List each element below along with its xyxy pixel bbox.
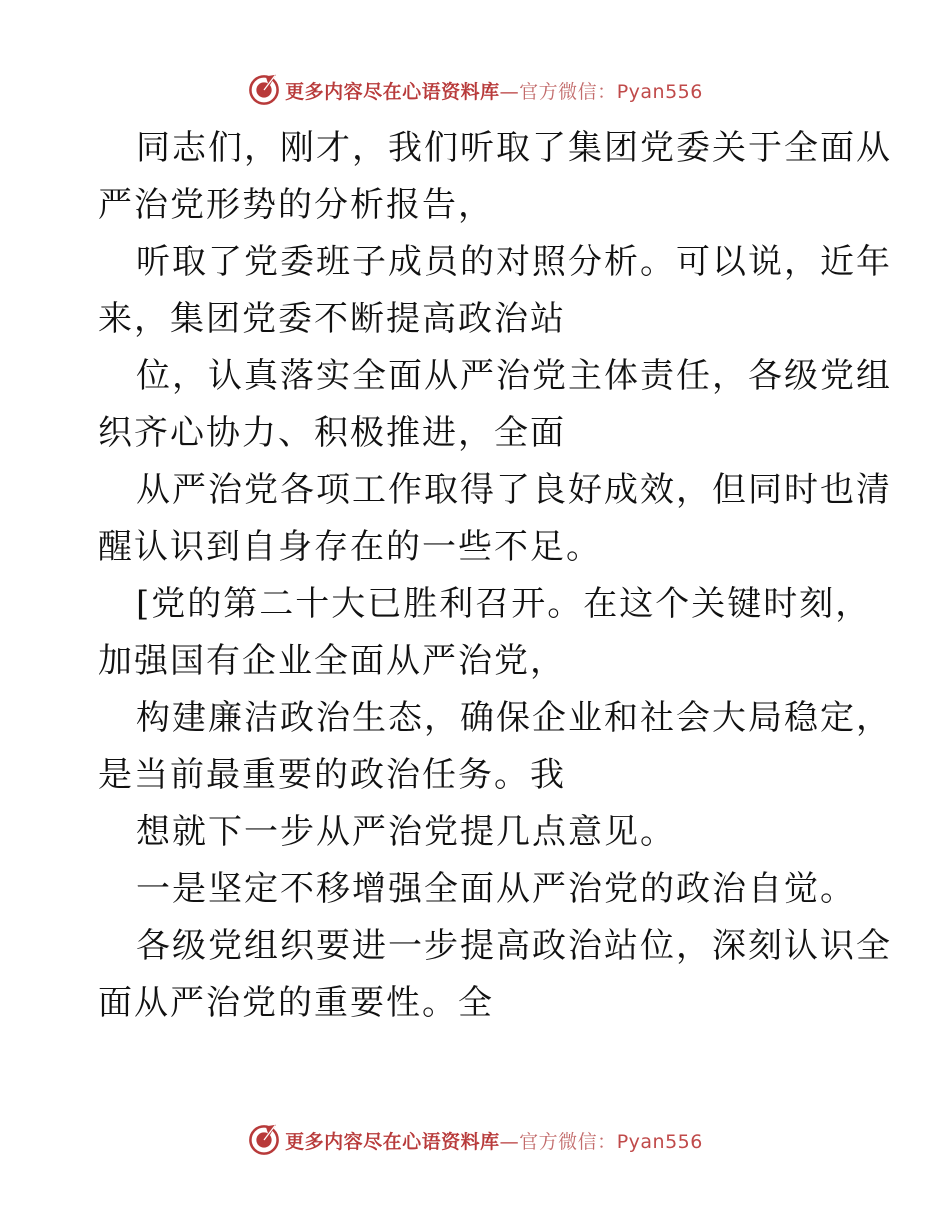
header-wechat-label: 官方微信： <box>519 80 617 103</box>
quill-logo-icon <box>247 73 281 107</box>
document-body <box>98 120 892 1032</box>
text-line: 来，集团党委不断提高政治站 <box>98 299 566 339</box>
header-site-text: 更多内容尽在心语资料库 <box>285 80 500 103</box>
text-line: 同志们，刚才，我们听取了集团党委关于全面从 <box>136 128 892 168</box>
text-line: 一是坚定不移增强全面从严治党的政治自觉。 <box>136 869 856 909</box>
header-text <box>285 77 703 104</box>
text-line: [党的第二十大已胜利召开。在这个关键时刻， <box>136 584 872 624</box>
text-line: 严治党形势的分析报告， <box>98 185 494 225</box>
text-line: 是当前最重要的政治任务。我 <box>98 755 566 795</box>
text-line: 听取了党委班子成员的对照分析。可以说，近年 <box>136 242 892 282</box>
header-separator: — <box>499 80 520 103</box>
text-line: 想就下一步从严治党提几点意见。 <box>136 812 676 852</box>
text-line: 位，认真落实全面从严治党主体责任，各级党组 <box>136 356 892 396</box>
text-line: 从严治党各项工作取得了良好成效，但同时也清 <box>136 470 892 510</box>
text-line: 织齐心协力、积极推进，全面 <box>98 413 566 453</box>
footer-text <box>285 1127 703 1154</box>
footer-banner <box>0 1120 950 1160</box>
footer-wechat-id: Pyan556 <box>616 1130 703 1153</box>
footer-site-text: 更多内容尽在心语资料库 <box>285 1130 500 1153</box>
header-wechat-id: Pyan556 <box>616 80 703 103</box>
text-line: 面从严治党的重要性。全 <box>98 983 494 1023</box>
footer-wechat-label: 官方微信： <box>519 1130 617 1153</box>
text-line: 加强国有企业全面从严治党， <box>98 641 566 681</box>
text-line: 构建廉洁政治生态，确保企业和社会大局稳定， <box>136 698 892 738</box>
text-line: 醒认识到自身存在的一些不足。 <box>98 527 602 567</box>
text-line: 各级党组织要进一步提高政治站位，深刻认识全 <box>136 926 892 966</box>
header-banner <box>0 70 950 110</box>
quill-logo-icon <box>247 1123 281 1157</box>
footer-separator: — <box>499 1130 520 1153</box>
